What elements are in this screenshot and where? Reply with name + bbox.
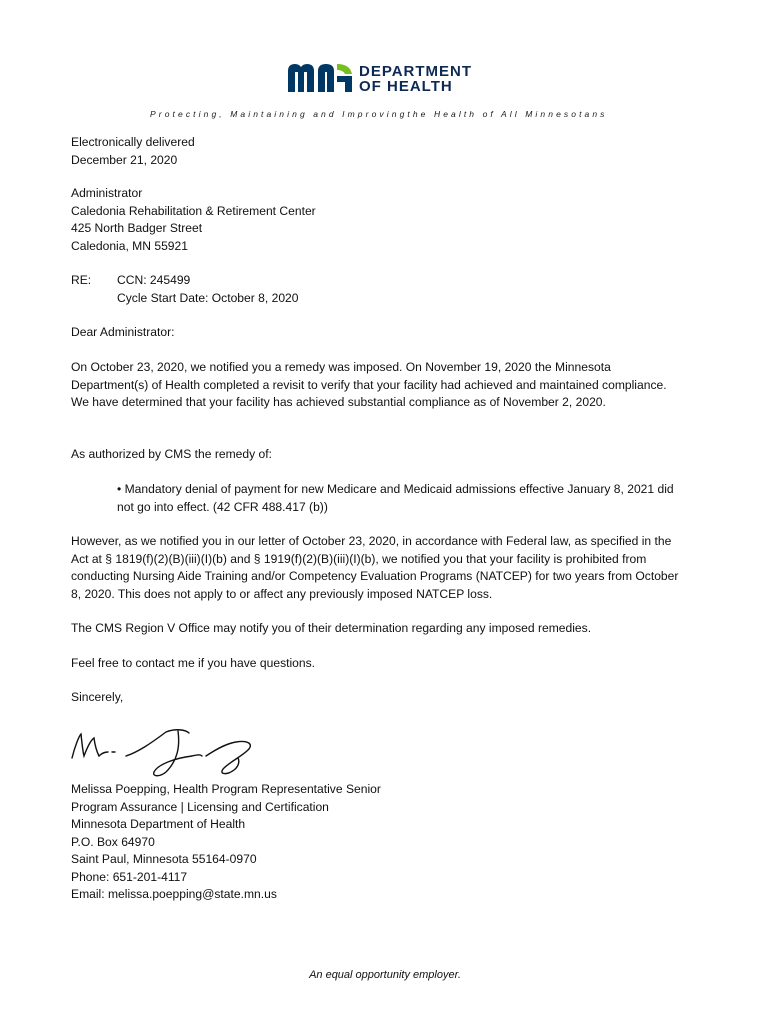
signature-block: [71, 781, 686, 904]
bullet-item: [117, 481, 687, 516]
salutation: Dear Administrator:: [71, 325, 175, 339]
recipient-address: [71, 185, 686, 255]
bullet-text: Mandatory denial of payment for new Medicare and Medicaid admissions effective January 8, 2021 did not go into effect. (42 CFR 488.417 (b)): [117, 482, 674, 514]
recipient-line: Administrator: [71, 186, 143, 200]
paragraph-remedy: On October 23, 2020, we notified you a remedy was imposed. On November 19, 2020 the Minnesota Department(s) of Health completed a revisit to verify that your facility had achieved and maintained compliance. We have determined that your facility has achieved substantial compliance as of November 2, 2020.: [71, 360, 667, 409]
paragraph-contact: Feel free to contact me if you have questions.: [71, 656, 316, 670]
recipient-line: 425 North Badger Street: [71, 221, 203, 235]
delivery-method: Electronically delivered: [71, 135, 195, 149]
recipient-line: Caledonia, MN 55921: [71, 238, 188, 253]
recipient-line: Caledonia Rehabilitation & Retirement Center: [71, 203, 316, 218]
signer-city: Saint Paul, Minnesota 55164-0970: [71, 852, 257, 866]
delivery-block: [71, 134, 686, 169]
re-details: [117, 272, 299, 307]
signer-agency: Minnesota Department of Health: [71, 817, 246, 831]
dept-line-2: OF HEALTH: [359, 78, 453, 95]
handwritten-signature: [66, 722, 266, 780]
mn-logo-mark-icon: [288, 62, 354, 94]
closing: Sincerely,: [71, 690, 124, 704]
paragraph-natcep: However, as we notified you in our letter of October 23, 2020, in accordance with Federal law, as specified in the Act at § 1819(f)(2)(B)(iii)(I)(b) and § 1919(f)(2)(B)(iii)(I)(b), we notified you that your facility is prohibited from conducting Nursing Aide Training and/or Competency Evaluation Programs (NATCEP) for two years from October 8, 2020. This does not apply to or affect any previously imposed NATCEP loss.: [71, 534, 679, 601]
dept-line-1: DEPARTMENT: [359, 63, 473, 80]
footer-note: An equal opportunity employer.: [309, 969, 461, 981]
re-line: Cycle Start Date: October 8, 2020: [117, 290, 299, 305]
signer-department: Program Assurance | Licensing and Certification: [71, 799, 329, 814]
department-name: [359, 64, 472, 94]
signer-name-title: Melissa Poepping, Health Program Representative Senior: [71, 782, 381, 796]
paragraph-authorized: As authorized by CMS the remedy of:: [71, 447, 272, 461]
bullet-symbol: •: [117, 482, 122, 496]
tagline: Protecting, Maintaining and Improvingthe Health of All Minnesotans: [150, 109, 608, 119]
signer-phone: Phone: 651-201-4117: [71, 869, 188, 884]
paragraph-cms: The CMS Region V Office may notify you of their determination regarding any imposed remedies.: [71, 621, 592, 635]
re-line: CCN: 245499: [117, 273, 191, 287]
letter-date: December 21, 2020: [71, 152, 178, 167]
signer-email: Email: melissa.poepping@state.mn.us: [71, 887, 277, 901]
mdh-logo: [288, 62, 480, 96]
signer-po-box: P.O. Box 64970: [71, 834, 155, 849]
re-label: RE:: [71, 273, 92, 287]
